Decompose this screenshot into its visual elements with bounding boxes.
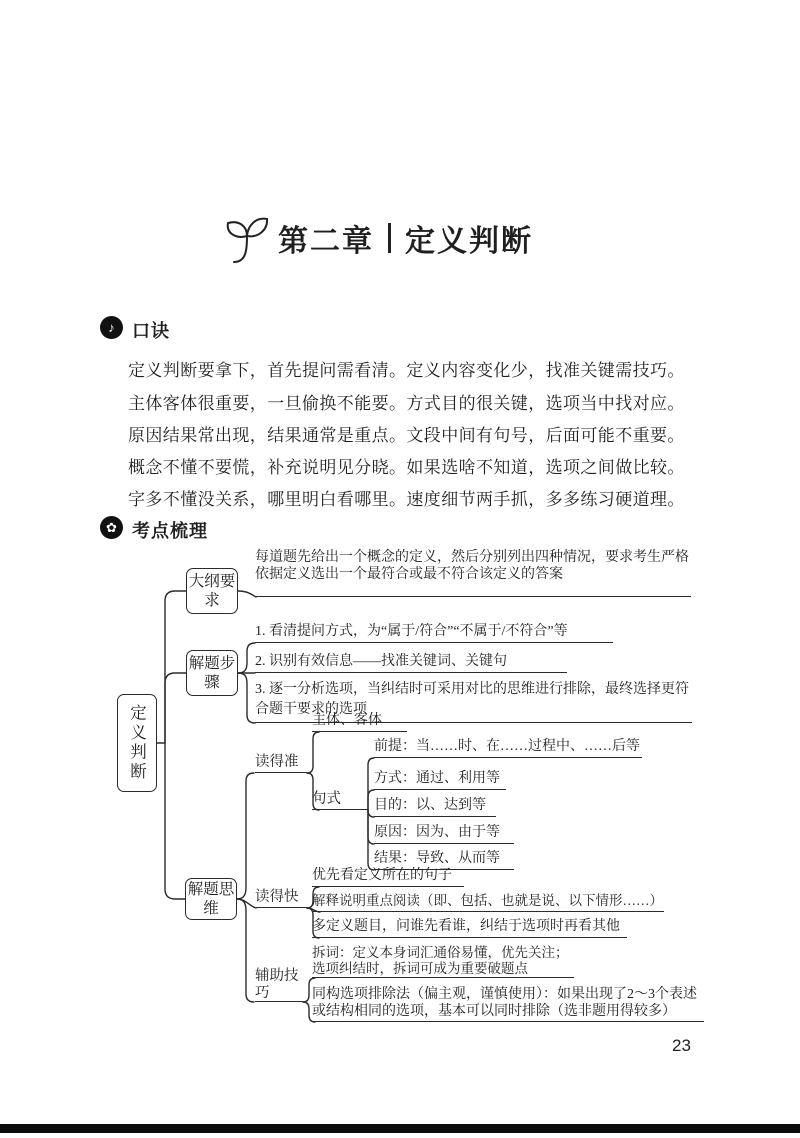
title-divider-bar [388,223,391,253]
fast-item-3: 多定义题目，问谁先看谁，纠结于选项时再看其他 [312,921,627,938]
keypoints-heading: 考点梳理 [132,521,208,541]
mindmap-root-node: 定义判断 [117,694,157,792]
mnemonic-line: 原因结果常出现，结果通常是重点。文段中间有句号，后面可能不重要。 [128,426,685,445]
step-item-3: 3. 逐一分析选项，当纠结时可采用对比的思维进行排除，最终选择更符合题干要求的选项 [255,680,692,723]
page-number: 23 [672,1036,691,1055]
sentence-item-premise: 前提：当……时、在……过程中、……后等 [374,739,642,758]
sentence-item-result: 结果：导致、从而等 [374,851,514,870]
node-read-fast: 读得快 [255,889,307,908]
mnemonic-line: 定义判断要拿下，首先提问需看清。定义内容变化少，找准关键需技巧。 [128,361,685,380]
keypoints-badge-icon [100,516,123,539]
chapter-name: 定义判断 [405,225,533,258]
mnemonic-line: 字多不懂没关系，哪里明白看哪里。速度细节两手抓，多多练习硬道理。 [128,490,685,509]
sprout-icon [222,210,274,266]
chapter-heading-row [222,210,533,266]
aux-item-split-word: 拆词：定义本身词汇通俗易懂，优先关注；选项纠结时，拆词可成为重要破题点 [312,945,574,978]
mnemonic-badge-icon [100,316,123,339]
sentence-item-purpose: 目的：以、达到等 [374,798,496,817]
node-solution-steps: 解题步骤 [186,650,238,696]
leaf-subject-object: 主体、客体 [312,713,407,732]
step-item-2: 2. 识别有效信息——找准关键词、关键句 [255,652,567,673]
fast-item-1: 优先看定义所在的句子 [312,869,464,887]
chapter-number: 第二章 [278,225,374,258]
node-outline-requirements: 大纲要求 [186,568,238,614]
node-solution-thinking: 解题思维 [185,878,237,920]
sentence-item-cause: 原因：因为、由于等 [374,825,514,844]
outline-requirements-desc: 每道题先给出一个概念的定义，然后分别列出四种情况，要求考生严格依据定义选出一个最符合或最不符合该定义的答案 [255,549,691,597]
node-sentence-pattern: 句式 [312,790,368,810]
fast-item-2: 解释说明重点阅读（即、包括、也就是说、以下情形……） [312,894,664,912]
step-item-1: 1. 看清提问方式，为“属于/符合”“不属于/不符合”等 [255,622,613,643]
aux-item-isomorphic-options: 同构选项排除法（偏主观，谨慎使用）：如果出现了2～3个表述或结构相同的选项，基本可以同时排除（选非题用得较多） [312,986,704,1022]
sentence-item-method: 方式：通过、利用等 [374,771,506,790]
mnemonic-line: 概念不懂不要慌，补充说明见分晓。如果选啥不知道，选项之间做比较。 [128,458,685,477]
chapter-title [278,216,533,260]
node-read-accurate: 读得准 [255,753,307,773]
bottom-scan-edge-bar [0,1124,800,1133]
node-aux-skills: 辅助技巧 [255,968,303,1002]
mnemonic-badge-glyph: ♪ [108,320,115,335]
mnemonic-line: 主体客体很重要，一旦偷换不能要。方式目的很关键，选项当中找对应。 [128,394,685,413]
keypoints-badge-glyph: ✿ [106,520,117,535]
mnemonic-heading: 口诀 [132,321,170,341]
